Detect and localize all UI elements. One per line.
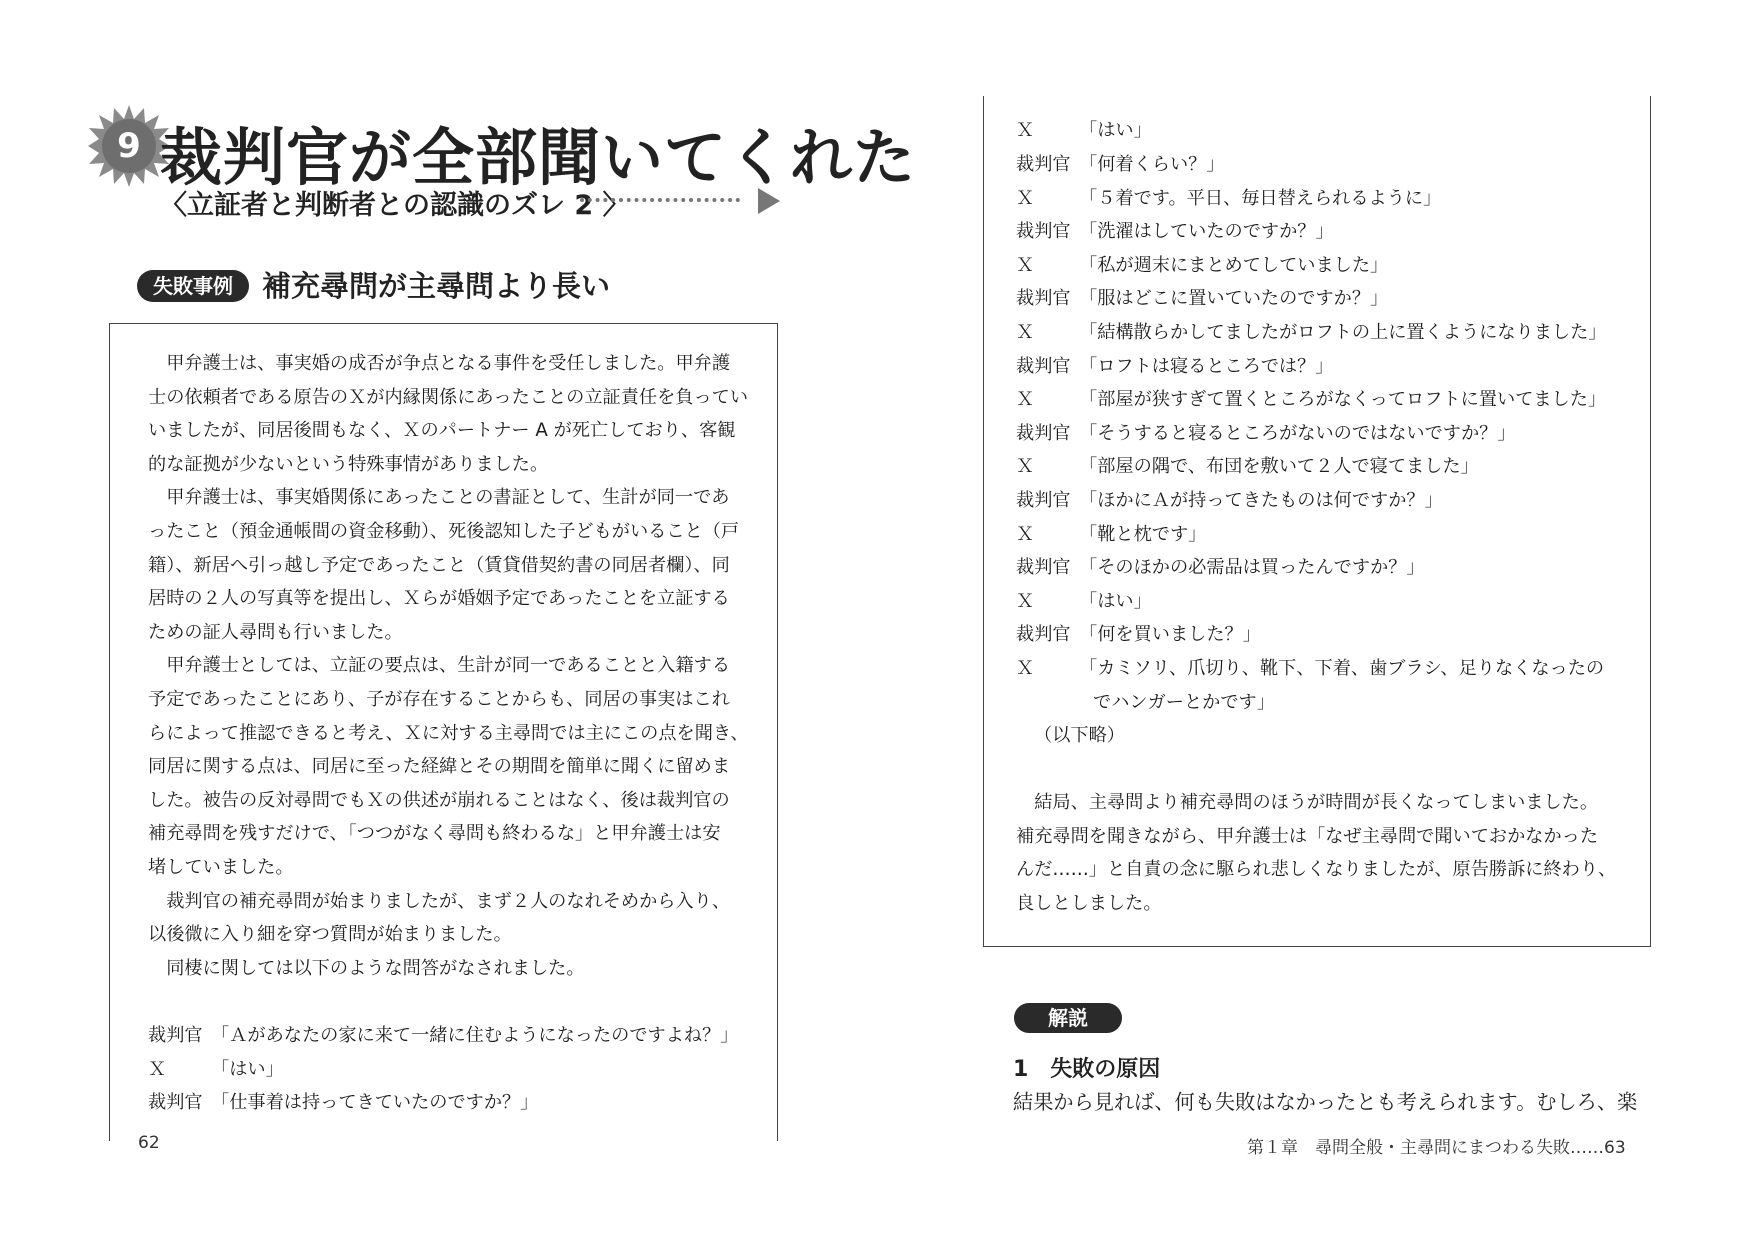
dialogue-line bbox=[1016, 148, 1225, 182]
speaker: Ｘ bbox=[1016, 658, 1035, 679]
speaker: Ｘ bbox=[1016, 591, 1035, 612]
utterance: 「何を買いました？」 bbox=[1079, 624, 1261, 645]
running-footer: 第１章 尋問全般・主尋問にまつわる失敗……63 bbox=[1247, 1138, 1626, 1158]
utterance: 「服はどこに置いていたのですか？」 bbox=[1079, 288, 1389, 309]
speaker: 裁判官 bbox=[1016, 557, 1071, 578]
box-line: 堵していました。 bbox=[148, 857, 294, 878]
box-line: 同居に関する点は、同居に至った経緯とその期間を簡単に聞くに留めま bbox=[148, 756, 731, 777]
box-line: ったこと（預金通帳間の資金移動）、死後認知した子どもがいること（戸 bbox=[148, 521, 740, 542]
box-line: 同棲に関しては以下のような問答がなされました。 bbox=[148, 958, 585, 979]
box-line: ための証人尋問も行いました。 bbox=[148, 622, 403, 643]
speaker: 裁判官 bbox=[1016, 356, 1071, 377]
box-line: 甲弁護士は、事実婚の成否が争点となる事件を受任しました。甲弁護 bbox=[148, 353, 731, 374]
utterance: 「ロフトは寝るところでは？」 bbox=[1079, 356, 1334, 377]
speaker: 裁判官 bbox=[148, 1025, 203, 1046]
box-line: 以後微に入り細を穿つ質問が始まりました。 bbox=[148, 924, 512, 945]
speaker: 裁判官 bbox=[1016, 221, 1071, 242]
speaker: Ｘ bbox=[148, 1059, 167, 1080]
dialogue-line bbox=[1016, 618, 1261, 652]
dialogue-line bbox=[148, 1053, 284, 1087]
utterance: 「仕事着は持ってきていたのですか？」 bbox=[211, 1092, 539, 1113]
case-box bbox=[109, 323, 778, 1141]
arrow-right-icon bbox=[758, 188, 780, 214]
dialogue-line bbox=[1016, 215, 1334, 249]
dialogue-line bbox=[1016, 551, 1425, 585]
dialogue-line bbox=[1016, 450, 1479, 484]
utterance: 「ほかにＡが持ってきたものは何ですか？」 bbox=[1079, 490, 1443, 511]
dialogue-line bbox=[1016, 518, 1206, 552]
speaker: Ｘ bbox=[1016, 120, 1035, 141]
dialogue-line bbox=[1016, 316, 1606, 350]
dialogue-line bbox=[1016, 383, 1606, 417]
speaker: Ｘ bbox=[1016, 456, 1035, 477]
box-line: 籍）、新居へ引っ越し予定であったこと（賃貸借契約書の同居者欄）、同 bbox=[148, 555, 730, 576]
speaker: 裁判官 bbox=[148, 1092, 203, 1113]
box-line: いましたが、同居後間もなく、Ｘのパートナー A が死亡しており、客観 bbox=[148, 420, 736, 441]
utterance: 「そうすると寝るところがないのではないですか？」 bbox=[1079, 423, 1516, 444]
dialogue-line bbox=[148, 1019, 738, 1053]
utterance: 「部屋が狭すぎて置くところがなくってロフトに置いてました」 bbox=[1079, 389, 1607, 410]
utterance: 「部屋の隅で、布団を敷いて２人で寝てました」 bbox=[1079, 456, 1479, 477]
speaker: Ｘ bbox=[1016, 188, 1035, 209]
section-body: 結果から見れば、何も失敗はなかったとも考えられます。むしろ、楽 bbox=[1013, 1090, 1638, 1114]
speaker: Ｘ bbox=[1016, 322, 1035, 343]
section-heading: 1 失敗の原因 bbox=[1013, 1057, 1161, 1082]
speaker: Ｘ bbox=[1016, 389, 1035, 410]
speaker: 裁判官 bbox=[1016, 490, 1071, 511]
utterance: 「Ａがあなたの家に来て一緒に住むようになったのですよね？」 bbox=[211, 1025, 739, 1046]
utterance: 「５着です。平日、毎日替えられるように」 bbox=[1079, 188, 1442, 209]
speaker: 裁判官 bbox=[1016, 288, 1071, 309]
utterance: 「はい」 bbox=[1079, 591, 1152, 612]
chapter-subtitle: 〈立証者と判断者との認識のズレ 2 〉 bbox=[160, 190, 630, 221]
utterance: 「はい」 bbox=[1079, 120, 1152, 141]
dialogue-line bbox=[1016, 484, 1443, 518]
commentary-badge: 解説 bbox=[1014, 1003, 1122, 1033]
speaker: Ｘ bbox=[1016, 524, 1035, 545]
box-line: らによって推認できると考え、Ｘに対する主尋問では主にこの点を聞き、 bbox=[148, 723, 749, 744]
page-number: 62 bbox=[138, 1133, 160, 1153]
dialogue-line bbox=[1016, 182, 1441, 216]
box-line: した。被告の反対尋問でもＸの供述が崩れることはなく、後は裁判官の bbox=[148, 790, 730, 811]
speaker: 裁判官 bbox=[1016, 624, 1071, 645]
speaker: 裁判官 bbox=[1016, 154, 1071, 175]
dialogue-line bbox=[1016, 282, 1388, 316]
box-line: 甲弁護士としては、立証の要点は、生計が同一であることと入籍する bbox=[148, 655, 731, 676]
case-heading: 補充尋問が主尋問より長い bbox=[262, 269, 611, 303]
utterance: 「結構散らかしてましたがロフトの上に置くようになりました」 bbox=[1079, 322, 1607, 343]
utterance: 「カミソリ、爪切り、靴下、下着、歯ブラシ、足りなくなったの bbox=[1079, 658, 1605, 679]
box-line: 補充尋問を残すだけで、「つつがなく尋問も終わるな」と甲弁護士は安 bbox=[148, 823, 721, 844]
box-line: 居時の２人の写真等を提出し、Ｘらが婚姻予定であったことを立証する bbox=[148, 588, 730, 609]
utterance: 「私が週末にまとめてしていました」 bbox=[1079, 255, 1389, 276]
conclusion-line: んだ……」と自責の念に駆られ悲しくなりましたが、原告勝訴に終わり、 bbox=[1016, 859, 1617, 880]
conclusion-line: 補充尋問を聞きながら、甲弁護士は「なぜ主尋問で聞いておかなかった bbox=[1016, 826, 1599, 847]
dialogue-line bbox=[148, 1086, 538, 1120]
conclusion-line: 結局、主尋問より補充尋問のほうが時間が長くなってしまいました。 bbox=[1016, 792, 1599, 813]
speaker: Ｘ bbox=[1016, 255, 1035, 276]
utterance: 「何着くらい？」 bbox=[1079, 154, 1225, 175]
chapter-number: 9 bbox=[117, 126, 141, 166]
dialogue-line bbox=[1016, 249, 1388, 283]
speaker: 裁判官 bbox=[1016, 423, 1071, 444]
dialogue-continuation: でハンガーとかです」 bbox=[1093, 692, 1275, 713]
chapter-title: 裁判官が全部聞いてくれた bbox=[160, 121, 917, 194]
utterance: 「そのほかの必需品は買ったんですか？」 bbox=[1079, 557, 1425, 578]
box-line: 裁判官の補充尋問が始まりましたが、まず２人のなれそめから入り、 bbox=[148, 891, 731, 912]
dialogue-line bbox=[1016, 114, 1152, 148]
box-line: 甲弁護士は、事実婚関係にあったことの書証として、生計が同一であ bbox=[148, 487, 730, 508]
box-line: 予定であったことにあり、子が存在することからも、同居の事実はこれ bbox=[148, 689, 730, 710]
dialogue-line bbox=[1016, 652, 1604, 686]
utterance: 「靴と枕です」 bbox=[1079, 524, 1207, 545]
right-page bbox=[877, 0, 1755, 1240]
dialogue-line bbox=[1016, 585, 1152, 619]
utterance: 「はい」 bbox=[211, 1059, 284, 1080]
box-line: 士の依頼者である原告のＸが内縁関係にあったことの立証責任を負ってい bbox=[148, 387, 749, 408]
omitted-note: （以下略） bbox=[1034, 725, 1125, 746]
chapter-number-badge bbox=[88, 105, 170, 187]
case-label-badge: 失敗事例 bbox=[137, 270, 249, 302]
case-box-continued bbox=[983, 96, 1651, 947]
dotted-leader bbox=[580, 198, 740, 202]
box-line: 的な証拠が少ないという特殊事情がありました。 bbox=[148, 454, 549, 475]
utterance: 「洗濯はしていたのですか？」 bbox=[1079, 221, 1334, 242]
dialogue-line bbox=[1016, 417, 1516, 451]
conclusion-line: 良しとしました。 bbox=[1016, 893, 1162, 914]
dialogue-line bbox=[1016, 350, 1333, 384]
